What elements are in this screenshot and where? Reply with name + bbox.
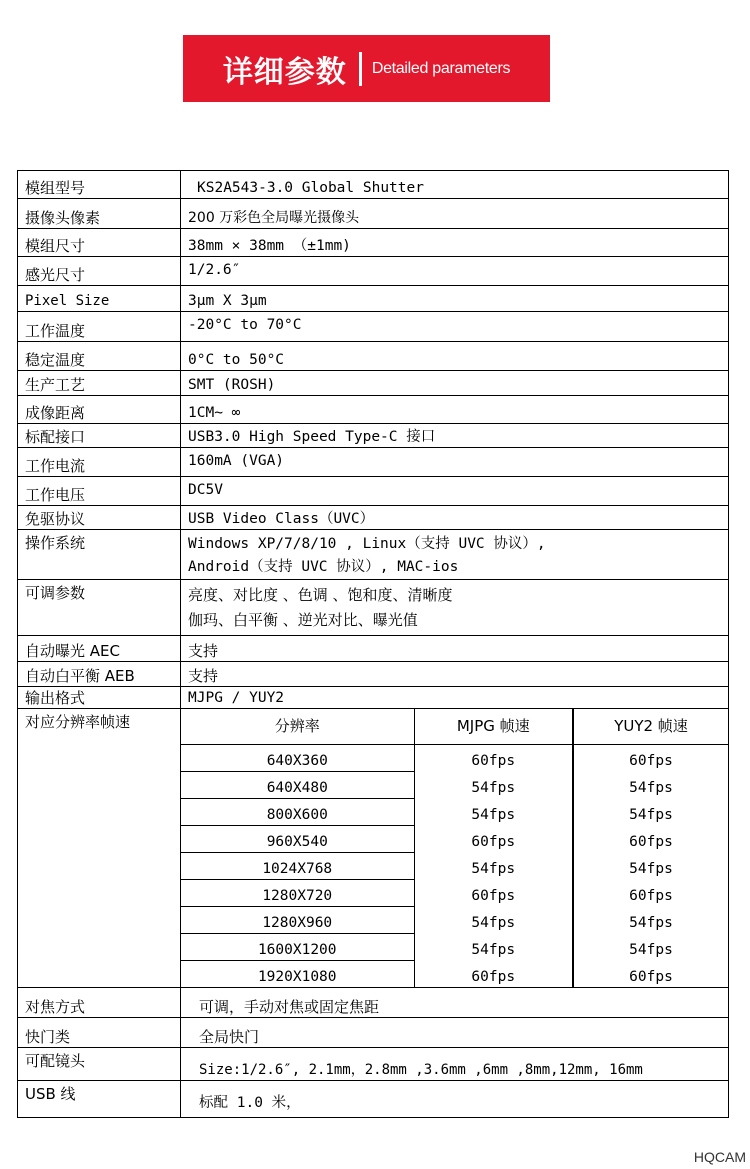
spec-row-aec xyxy=(18,636,729,662)
resolution-cell: 640X480 xyxy=(181,771,414,798)
yuy2-fps-cell: 60fps xyxy=(573,879,728,906)
spec-label: 自动白平衡 AEB xyxy=(18,662,181,687)
framerate-table xyxy=(181,709,728,987)
framerate-header-row xyxy=(181,709,728,744)
spec-row-pixel-size xyxy=(18,286,729,312)
spec-label: 感光尺寸 xyxy=(18,257,181,286)
mjpg-fps-cell: 54fps xyxy=(414,933,573,960)
banner-title-en: Detailed parameters xyxy=(371,59,511,77)
yuy2-fps-cell: 54fps xyxy=(573,933,728,960)
spec-value: KS2A543-3.0 Global Shutter xyxy=(181,171,729,199)
spec-label: 稳定温度 xyxy=(18,342,181,371)
spec-row-work-temp xyxy=(18,312,729,342)
resolution-cell: 640X360 xyxy=(181,744,414,771)
spec-label: Pixel Size xyxy=(18,286,181,312)
yuy2-fps-cell: 54fps xyxy=(573,852,728,879)
spec-value xyxy=(181,530,729,580)
framerate-row xyxy=(181,906,728,933)
spec-value: 200 万彩色全局曝光摄像头 xyxy=(181,199,729,229)
resolution-cell: 1600X1200 xyxy=(181,933,414,960)
spec-value: Size:1/2.6″, 2.1mm，2.8mm ,3.6mm ,6mm ,8mm,12mm, 16mm xyxy=(181,1048,729,1081)
os-line-2: Android（支持 UVC 协议）, MAC-ios xyxy=(188,559,459,575)
mjpg-fps-cell: 54fps xyxy=(414,798,573,825)
spec-row-shutter xyxy=(18,1018,729,1048)
spec-value: 160mA (VGA) xyxy=(181,448,729,477)
spec-row-framerate xyxy=(18,709,729,988)
spec-label: 操作系统 xyxy=(18,530,181,580)
resolution-cell: 960X540 xyxy=(181,825,414,852)
spec-row-process xyxy=(18,371,729,396)
framerate-header: MJPG 帧速 xyxy=(414,709,573,744)
spec-value xyxy=(181,580,729,636)
spec-row-aeb xyxy=(18,662,729,687)
spec-value: USB3.0 High Speed Type-C 接口 xyxy=(181,424,729,448)
spec-value: 1CM~ ∞ xyxy=(181,396,729,424)
spec-value: 38mm × 38mm （±1mm) xyxy=(181,229,729,257)
spec-value: USB Video Class（UVC） xyxy=(181,506,729,530)
banner-title-zh: 详细参数 xyxy=(222,54,347,90)
spec-row-distance xyxy=(18,396,729,424)
spec-label: 免驱协议 xyxy=(18,506,181,530)
spec-row-size xyxy=(18,229,729,257)
spec-row-model xyxy=(18,171,729,199)
yuy2-fps-cell: 60fps xyxy=(573,825,728,852)
spec-label: 摄像头像素 xyxy=(18,199,181,229)
spec-value: 3μm X 3μm xyxy=(181,286,729,312)
spec-label: 工作电压 xyxy=(18,477,181,506)
spec-table xyxy=(17,170,729,1118)
yuy2-fps-cell: 54fps xyxy=(573,906,728,933)
params-line-2: 伽玛、白平衡 、逆光对比、曝光值 xyxy=(188,611,418,629)
yuy2-fps-cell: 60fps xyxy=(573,960,728,987)
spec-row-format xyxy=(18,687,729,709)
spec-label: 自动曝光 AEC xyxy=(18,636,181,662)
spec-value: 支持 xyxy=(181,662,729,687)
resolution-cell: 800X600 xyxy=(181,798,414,825)
banner-divider xyxy=(359,52,362,86)
mjpg-fps-cell: 60fps xyxy=(414,744,573,771)
spec-row-voltage xyxy=(18,477,729,506)
framerate-row xyxy=(181,771,728,798)
spec-value: DC5V xyxy=(181,477,729,506)
resolution-cell: 1024X768 xyxy=(181,852,414,879)
spec-label: 可配镜头 xyxy=(18,1048,181,1081)
spec-label: USB 线 xyxy=(18,1081,181,1118)
yuy2-fps-cell: 54fps xyxy=(573,771,728,798)
brand-watermark: HQCAM xyxy=(693,1149,746,1165)
framerate-row xyxy=(181,960,728,987)
spec-row-pixels xyxy=(18,199,729,229)
resolution-cell: 1920X1080 xyxy=(257,969,337,985)
yuy2-fps-cell: 60fps xyxy=(573,744,728,771)
spec-row-params xyxy=(18,580,729,636)
spec-row-os xyxy=(18,530,729,580)
spec-value: SMT (ROSH) xyxy=(181,371,729,396)
spec-label: 成像距离 xyxy=(18,396,181,424)
yuy2-fps-cell: 54fps xyxy=(573,798,728,825)
spec-row-stable-temp xyxy=(18,342,729,371)
spec-value: MJPG / YUY2 xyxy=(181,687,729,709)
title-banner xyxy=(183,35,550,102)
spec-label: 模组型号 xyxy=(18,171,181,199)
spec-value: 支持 xyxy=(181,636,729,662)
spec-label: 输出格式 xyxy=(18,687,181,709)
resolution-cell: 1280X720 xyxy=(181,879,414,906)
mjpg-fps-cell: 60fps xyxy=(414,960,573,987)
spec-value: 1/2.6″ xyxy=(181,257,729,286)
spec-label: 对焦方式 xyxy=(18,988,181,1018)
spec-label: 工作电流 xyxy=(18,448,181,477)
spec-label: 生产工艺 xyxy=(18,371,181,396)
framerate-row xyxy=(181,798,728,825)
framerate-cell xyxy=(181,709,729,988)
spec-label: 可调参数 xyxy=(18,580,181,636)
spec-value: 可调，手动对焦或固定焦距 xyxy=(181,988,729,1018)
mjpg-fps-cell: 54fps xyxy=(414,771,573,798)
spec-label: 快门类 xyxy=(18,1018,181,1048)
mjpg-fps-cell: 60fps xyxy=(414,825,573,852)
spec-row-focus xyxy=(18,988,729,1018)
spec-value: -20°C to 70°C xyxy=(181,312,729,342)
framerate-row xyxy=(181,852,728,879)
spec-label: 对应分辨率帧速 xyxy=(18,709,181,988)
framerate-header: 分辨率 xyxy=(181,709,414,744)
framerate-row xyxy=(181,879,728,906)
params-line-1: 亮度、对比度 、色调 、饱和度、清晰度 xyxy=(188,586,453,604)
spec-row-sensor xyxy=(18,257,729,286)
spec-row-interface xyxy=(18,424,729,448)
os-line-1: Windows XP/7/8/10 , Linux（支持 UVC 协议）, xyxy=(188,536,546,552)
spec-value: 全局快门 xyxy=(181,1018,729,1048)
mjpg-fps-cell: 54fps xyxy=(414,852,573,879)
framerate-row xyxy=(181,933,728,960)
spec-label: 工作温度 xyxy=(18,312,181,342)
spec-value: 0°C to 50°C xyxy=(181,342,729,371)
spec-label: 标配接口 xyxy=(18,424,181,448)
resolution-cell: 1280X960 xyxy=(181,906,414,933)
mjpg-fps-cell: 54fps xyxy=(414,906,573,933)
spec-row-protocol xyxy=(18,506,729,530)
spec-row-lens xyxy=(18,1048,729,1081)
spec-row-current xyxy=(18,448,729,477)
spec-label: 模组尺寸 xyxy=(18,229,181,257)
framerate-row xyxy=(181,825,728,852)
framerate-row xyxy=(181,744,728,771)
spec-row-usb xyxy=(18,1081,729,1118)
spec-value: 标配 1.0 米， xyxy=(181,1081,729,1118)
mjpg-fps-cell: 60fps xyxy=(414,879,573,906)
framerate-header: YUY2 帧速 xyxy=(573,709,728,744)
